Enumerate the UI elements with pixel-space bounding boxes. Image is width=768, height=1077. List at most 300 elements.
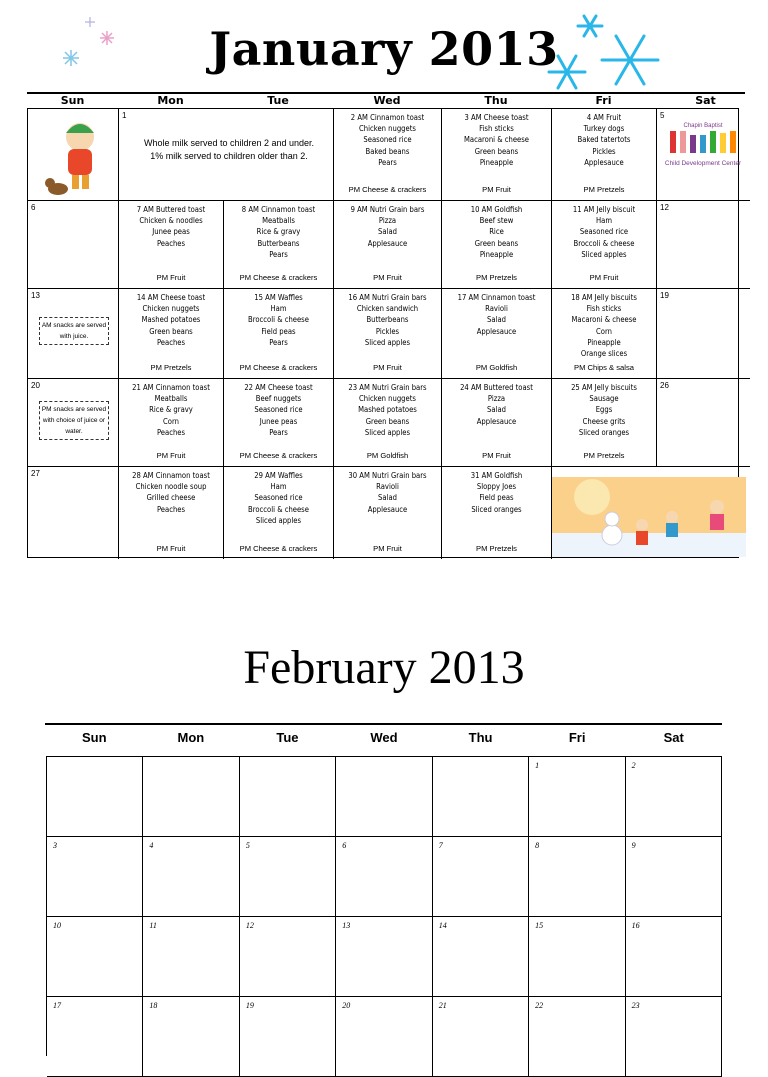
jan-cell-day-21	[119, 379, 224, 467]
february-title: February 2013	[243, 641, 525, 694]
jan-cell-day-14	[119, 289, 224, 379]
jan-cell-day-8	[224, 201, 334, 289]
lunch-item: Baked tatertots	[577, 135, 631, 145]
pm-snack: PM Cheese & crackers	[239, 363, 318, 372]
jan-cell-day-28	[119, 467, 224, 559]
jan-cell-day-18	[552, 289, 657, 379]
lunch-item: Fish sticks	[479, 124, 514, 134]
lunch-item: Green beans	[474, 238, 519, 248]
day-number: 21	[132, 383, 141, 392]
lunch-item: Corn	[163, 416, 179, 426]
menu-items	[552, 204, 656, 260]
lunch-item: Cheese grits	[582, 416, 626, 426]
feb-day-cell	[626, 837, 722, 917]
feb-day-cell	[240, 997, 336, 1077]
lunch-item: Salad	[487, 315, 506, 325]
menu-items	[119, 204, 223, 249]
pm-snack: PM Fruit	[482, 451, 511, 460]
feb-day-cell	[143, 837, 239, 917]
pm-snack: PM Pretzels	[476, 544, 517, 553]
lunch-item: Pears	[378, 157, 397, 167]
jan-cell-day-12	[657, 201, 750, 289]
lunch-item: Pears	[269, 337, 288, 347]
menu-items	[552, 292, 656, 359]
day-number: 4	[586, 113, 592, 122]
jan-cell-day-10	[442, 201, 552, 289]
day-number: 15	[535, 921, 544, 930]
menu-items	[442, 204, 551, 260]
day-number: 12	[660, 203, 669, 212]
jan-cell-day-3	[442, 109, 552, 201]
am-snack-label: AM Cinnamon toast	[468, 293, 536, 302]
am-snack-label: AM Jelly biscuit	[583, 205, 636, 214]
jan-cell-day-30	[334, 467, 442, 559]
lunch-item: Peaches	[156, 427, 186, 437]
day-number: 9	[631, 841, 636, 850]
feb-day-cell	[143, 997, 239, 1077]
lunch-item: Pineapple	[479, 249, 514, 259]
pm-snack: PM Cheese & crackers	[239, 544, 318, 553]
lunch-item: Applesauce	[584, 157, 624, 167]
pm-snack: PM Fruit	[482, 185, 511, 194]
am-snack-label: AM Jelly biscuits	[581, 293, 637, 302]
pm-snack: PM Cheese & crackers	[348, 185, 427, 194]
feb-day-cell	[336, 917, 432, 997]
jan-cell-day-26	[657, 379, 750, 467]
lunch-item: Ham	[596, 216, 612, 226]
day-number: 8	[241, 205, 247, 214]
day-number: 2	[631, 761, 636, 770]
lunch-item: Corn	[596, 326, 612, 336]
lunch-item: Chicken sandwich	[356, 304, 419, 314]
jan-cell-day-17	[442, 289, 552, 379]
menu-items	[442, 112, 551, 168]
jan-cell-day-22	[224, 379, 334, 467]
menu-items	[552, 112, 656, 168]
day-number: 5	[660, 111, 665, 120]
lunch-item: Seasoned rice	[254, 405, 303, 415]
feb-day-cell	[47, 997, 143, 1077]
jan-cell-day-23	[334, 379, 442, 467]
lunch-item: Applesauce	[476, 416, 517, 426]
am-snack	[442, 112, 551, 123]
day-number: 23	[348, 383, 358, 392]
lunch-item: Sausage	[589, 394, 619, 404]
winter-kids-illustration	[552, 477, 746, 557]
feb-day-cell	[240, 757, 336, 837]
lunch-item: Beef stew	[479, 216, 514, 226]
weekday-tue: Tue	[276, 730, 299, 745]
lunch-item: Broccoli & cheese	[248, 315, 309, 325]
lunch-item: Salad	[378, 227, 397, 237]
day-number: 16	[348, 293, 358, 302]
menu-items	[224, 292, 333, 348]
am-snack-label: AM Waffles	[265, 471, 303, 480]
lunch-item: Meatballs	[262, 216, 295, 226]
pm-snack: PM Pretzels	[583, 451, 625, 460]
lunch-item: Ham	[270, 482, 287, 492]
day-number: 13	[31, 291, 40, 300]
lunch-item: Peaches	[156, 337, 186, 347]
day-number: 17	[457, 293, 467, 302]
feb-day-cell	[336, 757, 432, 837]
logo-caption: Child Development Center	[664, 160, 742, 167]
jan-cell-day-24	[442, 379, 552, 467]
lunch-item: Mashed potatoes	[141, 315, 201, 325]
am-snack	[334, 470, 441, 481]
lunch-item: Pizza	[487, 394, 506, 404]
am-snack-label: AM Goldfish	[481, 205, 523, 214]
am-snack	[552, 382, 656, 393]
weekday-thu: Thu	[484, 94, 508, 107]
lunch-item: Pineapple	[479, 157, 514, 167]
day-number: 2	[350, 113, 356, 122]
lunch-item: Applesauce	[367, 238, 408, 248]
lunch-item: Green beans	[365, 416, 410, 426]
day-number: 26	[660, 381, 669, 390]
feb-day-cell	[143, 757, 239, 837]
day-number: 13	[342, 921, 351, 930]
january-weekday-header	[27, 94, 745, 108]
lunch-item: Ravioli	[485, 304, 508, 314]
jan-cell-day-7	[119, 201, 224, 289]
lunch-item: Sliced apples	[581, 249, 627, 259]
lunch-item: Sliced apples	[255, 515, 302, 525]
weekday-fri: Fri	[595, 94, 612, 107]
day-number: 6	[31, 203, 36, 212]
day-number: 19	[245, 1001, 254, 1010]
lunch-item: Fish sticks	[586, 304, 622, 314]
pm-snack: PM Goldfish	[366, 451, 409, 460]
feb-day-cell	[433, 917, 529, 997]
am-snack	[552, 204, 656, 215]
pm-snack: PM Fruit	[373, 363, 402, 372]
crayon-icon	[668, 129, 738, 155]
day-number: 12	[245, 921, 254, 930]
pm-snack-note: PM snacks are served with choice of juice or water.	[39, 401, 109, 440]
lunch-item: Green beans	[474, 146, 519, 156]
am-snack-label: AM Buttered toast	[470, 383, 533, 392]
am-snack-label: AM Fruit	[593, 113, 622, 122]
day-number: 9	[350, 205, 355, 214]
am-snack	[224, 470, 333, 481]
lunch-item: Rice & gravy	[256, 227, 301, 237]
am-snack	[442, 292, 551, 303]
am-snack	[224, 204, 333, 215]
pm-snack: PM Fruit	[156, 544, 186, 553]
jan-cell-day-9	[334, 201, 442, 289]
menu-items	[442, 382, 551, 427]
lunch-item: Mashed potatoes	[358, 405, 417, 415]
menu-items	[334, 470, 441, 515]
day-number: 16	[631, 921, 640, 930]
am-snack-label: AM Cinnamon toast	[248, 205, 316, 214]
pm-snack: PM Fruit	[373, 273, 402, 282]
lunch-item: Sliced oranges	[578, 427, 630, 437]
jan-cell-day-16	[334, 289, 442, 379]
am-snack	[442, 204, 551, 215]
feb-day-cell	[47, 757, 143, 837]
weekday-wed: Wed	[373, 94, 401, 107]
day-number: 4	[149, 841, 154, 850]
lunch-item: Broccoli & cheese	[573, 238, 635, 248]
feb-day-cell	[143, 917, 239, 997]
pm-snack: PM Pretzels	[583, 185, 625, 194]
feb-day-cell	[47, 837, 143, 917]
day-number: 24	[460, 383, 469, 392]
day-number: 14	[136, 293, 146, 302]
am-snack-label: AM Nutri Grain bars	[359, 293, 427, 302]
am-snack	[334, 292, 441, 303]
jan-cell-day-1	[119, 109, 334, 201]
lunch-item: Peaches	[156, 238, 186, 248]
pm-snack: PM Goldfish	[475, 363, 518, 372]
pm-snack: PM Pretzels	[150, 363, 192, 372]
day-number: 14	[438, 921, 447, 930]
menu-items	[334, 204, 441, 249]
am-snack	[119, 292, 223, 303]
february-weekday-header	[46, 730, 722, 750]
am-snack-label: AM Buttered toast	[143, 205, 206, 214]
day-number: 3	[53, 841, 57, 850]
jan-cell-day-29	[224, 467, 334, 559]
am-snack-label: AM Nutri Grain bars	[357, 205, 425, 214]
jan-cell-day-11	[552, 201, 657, 289]
feb-day-cell	[626, 997, 722, 1077]
am-snack	[442, 382, 551, 393]
lunch-item: Pickles	[592, 146, 616, 156]
feb-day-cell	[529, 837, 625, 917]
jan-cell-day-5	[657, 109, 750, 201]
day-number: 18	[571, 293, 580, 302]
lunch-item: Chicken nuggets	[359, 394, 416, 404]
lunch-item: Pizza	[378, 216, 397, 226]
lunch-item: Pears	[269, 427, 288, 437]
pm-snack: PM Fruit	[156, 273, 186, 282]
lunch-item: Seasoned rice	[363, 135, 412, 145]
jan-cell-day-15	[224, 289, 334, 379]
am-snack-label: AM Cinnamon toast	[143, 471, 210, 480]
day-number: 31	[470, 471, 480, 480]
weekday-thu: Thu	[468, 730, 493, 745]
am-snack-label: AM Cinnamon toast	[357, 113, 425, 122]
lunch-item: Salad	[378, 493, 397, 503]
lunch-item: Seasoned rice	[579, 227, 629, 237]
day-number: 7	[438, 841, 443, 850]
feb-day-cell	[529, 997, 625, 1077]
feb-day-cell	[529, 757, 625, 837]
jan-cell-day-13	[28, 289, 119, 379]
lunch-item: Macaroni & cheese	[464, 135, 529, 145]
child-with-dog-illustration	[38, 109, 119, 199]
menu-items	[119, 382, 223, 438]
menu-items	[442, 470, 551, 515]
menu-items	[119, 470, 223, 515]
day-number: 25	[571, 383, 580, 392]
day-number: 21	[438, 1001, 447, 1010]
lunch-item: Seasoned rice	[254, 493, 303, 503]
weekday-fri: Fri	[568, 730, 586, 745]
am-snack	[119, 382, 223, 393]
lunch-item: Salad	[487, 405, 506, 415]
lunch-item: Chicken nuggets	[359, 124, 416, 134]
lunch-item: Applesauce	[367, 504, 408, 514]
am-snack	[224, 292, 333, 303]
feb-day-cell	[529, 917, 625, 997]
jan-cell-day-4	[552, 109, 657, 201]
pm-snack: PM Fruit	[589, 273, 619, 282]
lunch-item: Macaroni & cheese	[571, 315, 637, 325]
day-number: 11	[149, 921, 157, 930]
menu-items	[224, 382, 333, 438]
lunch-item: Junee peas	[152, 227, 190, 237]
lunch-item: Sliced apples	[364, 427, 411, 437]
weekday-tue: Tue	[267, 94, 289, 107]
lunch-item: Broccoli & cheese	[248, 504, 309, 514]
am-snack-label: AM Nutri Grain bars	[359, 471, 427, 480]
menu-items	[334, 382, 441, 438]
am-snack-label: AM Nutri Grain bars	[359, 383, 427, 392]
am-snack-label: AM Cheese toast	[147, 293, 206, 302]
lunch-item: Sloppy Joes	[476, 482, 517, 492]
day-number: 10	[53, 921, 61, 930]
lunch-item: Ravioli	[376, 482, 399, 492]
weekday-wed: Wed	[370, 730, 398, 745]
lunch-item: Pineapple	[587, 337, 621, 347]
weekday-sun: Sun	[60, 94, 85, 107]
day-number: 22	[244, 383, 254, 392]
lunch-item: Meatballs	[154, 394, 188, 404]
feb-day-cell	[433, 837, 529, 917]
header-rule	[45, 723, 722, 725]
day-number: 7	[136, 205, 142, 214]
day-number: 8	[535, 841, 540, 850]
am-snack-label: AM Cheese toast	[471, 113, 529, 122]
pm-snack: PM Pretzels	[476, 273, 517, 282]
lunch-item: Grilled cheese	[146, 493, 196, 503]
lunch-item: Butterbeans	[366, 315, 409, 325]
feb-day-cell	[433, 997, 529, 1077]
jan-cell-day-2	[334, 109, 442, 201]
lunch-item: Pears	[269, 249, 288, 259]
am-snack	[334, 204, 441, 215]
pm-snack: PM Cheese & crackers	[239, 273, 318, 282]
jan-cell-day-19	[657, 289, 750, 379]
pm-snack: PM Fruit	[156, 451, 186, 460]
day-number: 22	[535, 1001, 544, 1010]
january-calendar-grid	[27, 108, 742, 558]
lunch-item: Turkey dogs	[583, 124, 625, 134]
jan-cell-empty	[28, 109, 119, 201]
lunch-item: Ham	[270, 304, 287, 314]
day-number: 19	[660, 291, 669, 300]
am-snack-label: AM Cheese toast	[255, 383, 313, 392]
menu-items	[119, 292, 223, 348]
lunch-item: Chicken nuggets	[142, 304, 200, 314]
am-snack-label: AM Goldfish	[481, 471, 523, 480]
day-number: 28	[132, 471, 141, 480]
weekday-sun: Sun	[82, 730, 107, 745]
day-number: 29	[254, 471, 263, 480]
day-number: 5	[245, 841, 250, 850]
menu-items	[224, 470, 333, 526]
day-number: 27	[31, 469, 40, 478]
am-snack	[334, 112, 441, 123]
am-snack	[224, 382, 333, 393]
jan-cell-day-31	[442, 467, 552, 559]
feb-day-cell	[240, 837, 336, 917]
lunch-item: Rice & gravy	[149, 405, 193, 415]
lunch-item: Butterbeans	[257, 238, 300, 248]
day-number: 6	[342, 841, 347, 850]
am-snack	[119, 470, 223, 481]
feb-day-cell	[626, 757, 722, 837]
day-number: 1	[535, 761, 540, 770]
lunch-item: Field peas	[479, 493, 514, 503]
day-number: 3	[464, 113, 469, 122]
february-calendar-grid	[46, 756, 722, 1056]
day-number: 15	[254, 293, 263, 302]
day-number: 1	[122, 111, 127, 120]
logo-title: Chapin Baptist	[683, 123, 723, 129]
day-number: 20	[342, 1001, 351, 1010]
am-snack-label: AM Cinnamon toast	[143, 383, 210, 392]
jan-cell-day-27	[28, 467, 119, 559]
winter-kids-cell	[552, 467, 750, 559]
feb-day-cell	[433, 757, 529, 837]
feb-day-cell	[336, 997, 432, 1077]
feb-day-cell	[240, 917, 336, 997]
lunch-item: Sliced oranges	[471, 504, 522, 514]
pm-snack: PM Fruit	[373, 544, 402, 553]
am-snack	[119, 204, 223, 215]
lunch-item: Baked beans	[365, 146, 410, 156]
day-number: 20	[31, 381, 40, 390]
lunch-item: Rice	[489, 227, 504, 237]
feb-day-cell	[336, 837, 432, 917]
day-number: 11	[572, 205, 582, 214]
am-snack	[442, 470, 551, 481]
menu-items	[442, 292, 551, 337]
lunch-item: Sliced apples	[364, 337, 411, 347]
crayon-logo	[663, 123, 743, 168]
lunch-item: Applesauce	[476, 326, 517, 336]
day-number: 17	[53, 1001, 61, 1010]
day-number: 18	[149, 1001, 158, 1010]
jan-cell-day-20	[28, 379, 119, 467]
menu-items	[334, 112, 441, 168]
pm-snack: PM Cheese & crackers	[239, 451, 318, 460]
lunch-item: Field peas	[261, 326, 296, 336]
january-title: January 2013	[209, 22, 559, 76]
feb-day-cell	[626, 917, 722, 997]
lunch-item: Peaches	[156, 504, 186, 514]
weekday-sat: Sat	[663, 730, 684, 745]
weekday-sat: Sat	[695, 94, 716, 107]
menu-items	[552, 382, 656, 438]
lunch-item: Junee peas	[259, 416, 298, 426]
jan-cell-day-25	[552, 379, 657, 467]
weekday-mon: Mon	[157, 94, 184, 107]
menu-items	[334, 292, 441, 348]
lunch-item: Chicken & noodles	[139, 216, 203, 226]
day-number: 10	[470, 205, 480, 214]
weekday-mon: Mon	[177, 730, 205, 745]
lunch-item: Chicken noodle soup	[135, 482, 207, 492]
lunch-item: Green beans	[149, 326, 193, 336]
milk-note: Whole milk served to children 2 and under. 1% milk served to children older than 2.	[143, 138, 315, 161]
jan-cell-day-6	[28, 201, 119, 289]
